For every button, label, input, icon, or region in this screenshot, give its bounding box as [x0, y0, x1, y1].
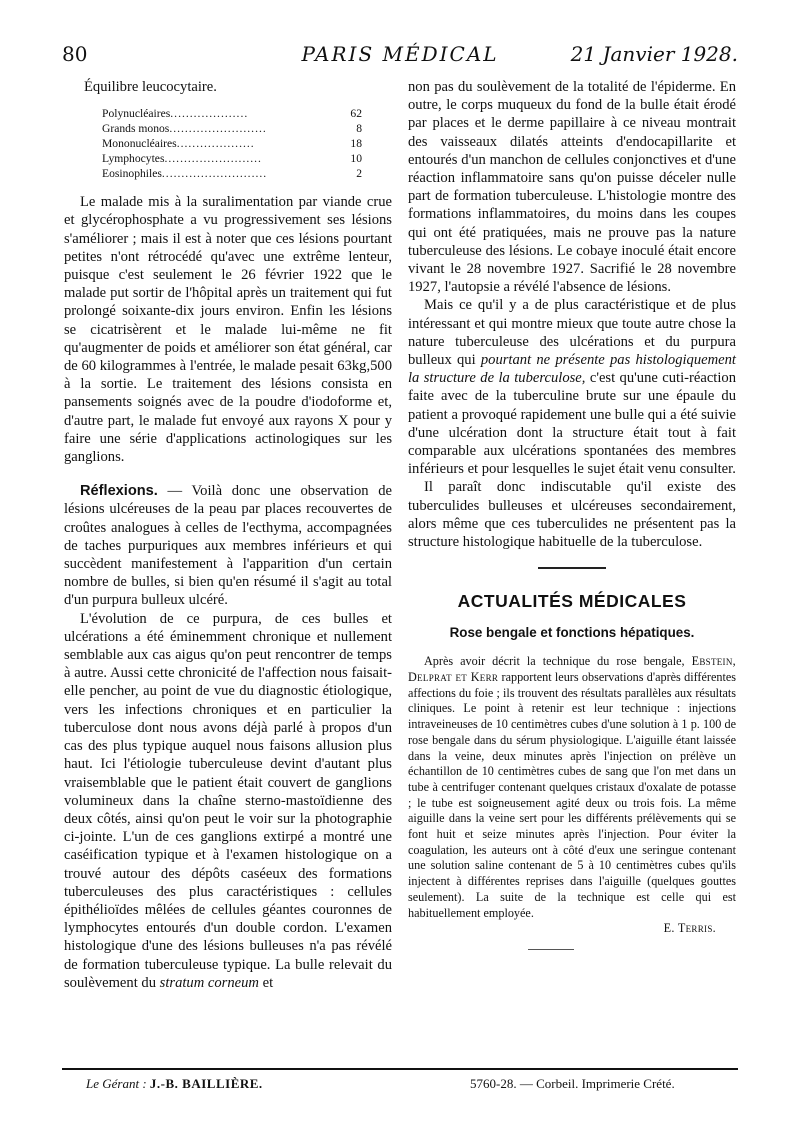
paragraph-conclusion: Il paraît donc indiscutable qu'il existe des tuberculides bulleuses et ulcéreuses secondairement, alors même que ces tuberculides ne présentent pas la structure histologique habituelle de la tuberculose.: [408, 479, 736, 551]
cuti-end: c'est qu'une cuti-réaction faite avec de la tuberculine brute sur une épaule du patient a provoqué rapidement une bulle qui a été suivie d'une ulcération dont la structure était tout à fait comparable aux ulcérations spontanées des membres inférieurs et pour lesquelles le sujet était venu consulter.: [408, 370, 736, 478]
article-title: Rose bengale et fonctions hépatiques.: [449, 625, 695, 641]
paragraph-reflexions: [64, 482, 392, 609]
end-mark: [528, 949, 574, 950]
footer-rule: [62, 1068, 738, 1070]
row-label: Eosinophiles: [102, 167, 162, 181]
article-authors: Ebstein, Delprat et Kerr: [408, 654, 736, 684]
gerant-label: Le Gérant :: [86, 1076, 147, 1091]
row-label: Grands monos: [102, 122, 170, 136]
stratum-term: stratum corneum: [159, 974, 259, 991]
evolution-text: L'évolution de ce purpura, de ces bulles et ulcérations a été éminemment chronique et nullement semblable aux cas aigus qu'on peut rencontrer de temps à autre. Aussi cette chronicité de l'affection nous faisait-elle pencher, au point de vue du diagnostic étiologique, vers les infections chroniques et en particulier la tuberculose dont nous avons déjà parlé à propos d'un cas des plus typique auquel nous faisons allusion plus haut. Ici l'étiologie tuberculeuse devint d'autant plus vraisemblable que le patient était couvert de ganglions volumineux dans la chaîne sterno-mastoïdienne des deux côtés, ainsi qu'on peut le voir sur la photographie ci-jointe. L'un de ces ganglions extirpé a montré une caséification typique et à l'examen histologique on a trouvé autour des dépôts caséeux des formations tuberculeuses des plus caractéristiques : cellules épithélioïdes mêlées de cellules géantes couronnes de lymphocytes entourés d'un double cordon. L'examen histologique d'une des lésions bulleuses n'a pas révélé de formation tuberculeuse typique. La bulle relevait du soulèvement du: [64, 610, 392, 991]
left-column: [64, 78, 392, 992]
page-header: [62, 42, 738, 76]
journal-title: PARIS MÉDICAL: [301, 42, 499, 66]
row-value: 8: [356, 122, 362, 136]
footer-printer: 5760-28. — Corbeil. Imprimerie Crété.: [470, 1076, 675, 1091]
page-number: 80: [62, 42, 88, 66]
reflexions-label: Réflexions.: [80, 483, 158, 500]
paragraph-treatment: Le malade mis à la suralimentation par viande crue et glycérophosphate a vu progressivement ses lésions s'améliorer ; mais il est à noter que ces lésions pourtant petites n'ont rétrocédé qu'avec une extrême lenteur, puisque c'est seulement le 26 février 1922 que le malade put sortir de l'hôpital après un traitement qui fut prolongé soixante-dix jours environ. Enfin les lésions se cicatrisèrent et le malade lui-même ne fit qu'augmenter de poids et améliorer son état général, car de 60 kilogrammes à l'entrée, le malade pesait 63kg,500 à la sortie. Le traitement des lésions consista en pansements soignés avec de la poudre d'iodoforme et, d'autre part, le malade fut envoyé aux rayons X pour y faire une série d'applications actinologiques sur les ganglions.: [64, 194, 392, 466]
leucocyte-table: [102, 106, 362, 181]
article-signature: E. Terris.: [663, 921, 716, 936]
paragraph-evolution: [64, 610, 392, 992]
row-value: 62: [350, 107, 362, 121]
row-label: Polynucléaires: [102, 107, 171, 121]
reflexions-text: — Voilà donc une observation de lésions ulcéreuses de la peau par places recouvertes de croûtes analogues à celles de l'ecthyma, accompagnées de taches purpuriques aux membres inférieurs et qui succèdent manifestement à l'apparition d'un certain nombre de bulles, si bien qu'en résumé il s'agit au total d'un purpura bulleux ulcéré.: [64, 483, 392, 609]
footer-gerant: [86, 1076, 263, 1092]
article-text: rapportent leurs observations d'après différentes affections du foie ; ils trouvent des résultats parallèles aux résultats cliniques. Le point à retenir est leur technique : injections intraveineuses de 10 centimètres cubes d'une solution à 1 p. 100 de rose bengale dans du sérum physiologique. L'aiguille étant laissée dans la veine, deux minutes après l'injection on prélève un échantillon de 10 centimètres cubes de sang que l'on met dans un tube à centrifuger contenant quelques cristaux d'oxalate de potasse ; le tube est soigneusement agité deux ou trois fois. La même aiguille dans la veine sert pour les différents prélèvements qui se font huit et seize minutes après l'injection. Pour éviter la coagulation, les auteurs ont à côté d'eux une seringue contenant une solution saline contenant de 5 à 10 centimètres cubes qu'ils injectent à différentes reprises dans l'aiguille (quelques gouttes seulement). La suite de la technique est celle qui est habituellement employée.: [408, 669, 736, 920]
table-row: Polynucléaires.................... 62: [102, 107, 362, 121]
row-label: Lymphocytes: [102, 152, 165, 166]
table-row: Mononucléaires.................... 18: [102, 137, 362, 151]
table-row: Eosinophiles........................... 2: [102, 167, 362, 181]
cuti-text: Mais ce qu'il y a de plus caractéristique et de plus intéressant et qui montre mieux que toute autre chose la nature tuberculeuse des ulcérations et du purpura bulleux qui: [408, 297, 736, 369]
row-value: 2: [356, 167, 362, 181]
row-label: Mononucléaires: [102, 137, 177, 151]
paragraph-cuti-reaction: [408, 296, 736, 478]
table-row: Lymphocytes......................... 10: [102, 152, 362, 166]
issue-date: 21 Janvier 1928.: [570, 42, 738, 66]
cuti-italic: pourtant ne présente pas histologiquement la structure de la tuberculose,: [408, 352, 736, 387]
paragraph-epiderme: non pas du soulèvement de la totalité de l'épiderme. En outre, le corps muqueux du fond de la bulle était érodé par places et le derme papillaire à ce niveau montrait des vaisseaux dilatés atteints d'endocapillarite et entourés d'un manchon de cellules conjonctives et d'une réaction inflammatoire sans qu'on puisse déceler nulle part de formation tuberculeuse. L'histologie montre des formations inflammatoires, du moins dans les coupes qui ont été pratiquées, mais ne prouve pas la nature tuberculeuse des lésions. Le cobaye inoculé était encore vivant le 28 novembre 1927. Sacrifié le 28 novembre 1927, l'autopsie a révélé l'absence de lésions.: [408, 79, 736, 296]
article-intro: Après avoir décrit la technique du rose bengale,: [424, 654, 692, 669]
section-divider: [538, 567, 606, 569]
row-value: 18: [350, 137, 362, 151]
gerant-name: J.-B. BAILLIÈRE.: [149, 1076, 263, 1091]
leucocyte-title: Équilibre leucocytaire.: [84, 79, 217, 95]
article-body: [408, 654, 736, 921]
evolution-end: et: [258, 974, 274, 991]
right-column: [408, 78, 736, 950]
table-row: Grands monos......................... 8: [102, 122, 362, 136]
row-value: 10: [350, 152, 362, 166]
section-title: ACTUALITÉS MÉDICALES: [457, 591, 687, 612]
